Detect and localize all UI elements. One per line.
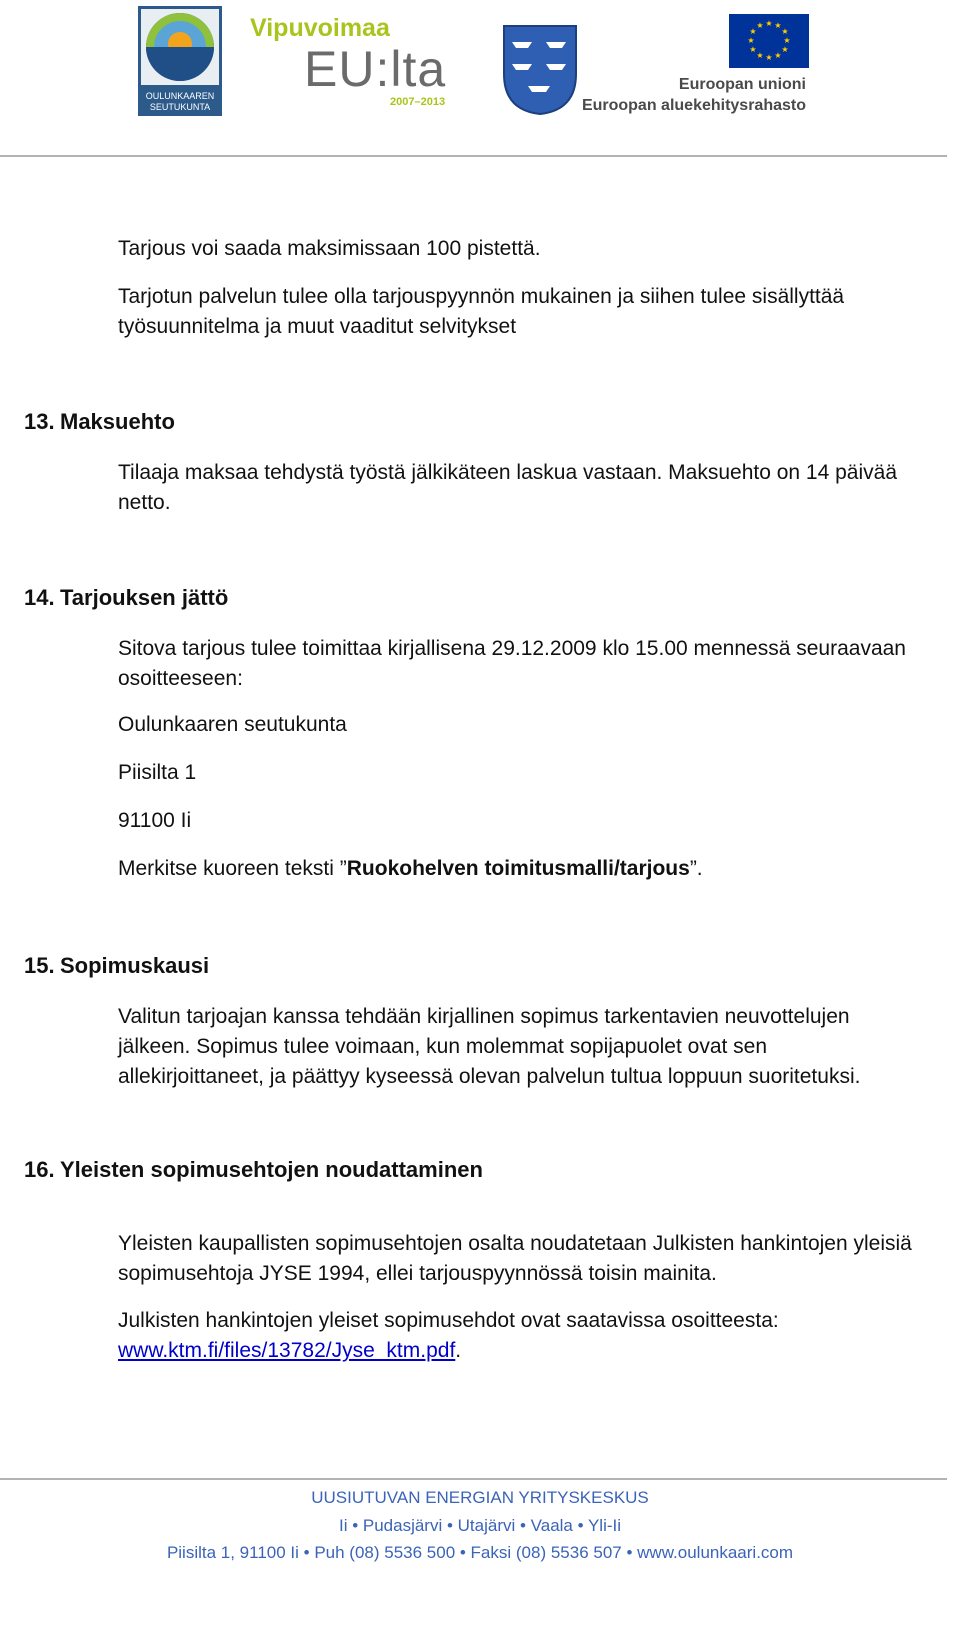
svg-text:★: ★ [749,27,757,36]
svg-text:★: ★ [749,45,757,54]
link-period: . [455,1339,462,1362]
section-15-heading [24,951,209,981]
coat-of-arms-icon [502,24,578,116]
svg-text:OULUNKAAREN: OULUNKAAREN [145,91,215,101]
footer-divider [0,1478,947,1480]
section-14-heading [24,583,228,613]
section-16-text [118,1229,958,1289]
footer-org: UUSIUTUVAN ENERGIAN YRITYSKESKUS [311,1488,649,1507]
eu-flag-icon [729,14,809,68]
svg-text:★: ★ [756,21,764,30]
vipu-title: Vipuvoimaa [250,14,390,42]
svg-text:★: ★ [774,51,782,60]
header-divider [0,155,947,157]
section-14-text [118,634,958,694]
section-13-heading [24,407,175,437]
vipu-eu: EU:lta [304,41,447,97]
intro-service-line2: työsuunnitelma ja muut vaaditut selvitykset [118,315,517,338]
section-13-title: Maksuehto [60,409,175,434]
svg-text:★: ★ [781,27,789,36]
address-line-1: Oulunkaaren seutukunta [118,713,347,736]
footer-municipalities: Ii • Pudasjärvi • Utajärvi • Vaala • Yli-Ii [338,1516,622,1535]
section-14-title: Tarjouksen jättö [60,585,229,610]
section-16-line3: Julkisten hankintojen yleiset sopimusehdot ovat saatavissa osoitteesta: [118,1309,779,1332]
svg-text:SEUTUKUNTA: SEUTUKUNTA [149,102,211,112]
section-13-text [118,458,958,518]
section-16-heading [24,1155,483,1185]
section-15-line3: allekirjoittaneet, ja päättyy kyseessä olevan palvelun tultua loppuun suoritetuksi. [118,1065,861,1088]
intro-points: Tarjous voi saada maksimissaan 100 pistettä. [118,237,541,260]
vipu-years: 2007–2013 [390,96,446,108]
section-14-line1: Sitova tarjous tulee toimittaa kirjallisena 29.12.2009 klo 15.00 mennessä seuraavaan [118,637,906,660]
section-16-link-para [118,1306,958,1366]
section-15-title: Sopimuskausi [60,953,210,978]
svg-text:★: ★ [747,36,755,45]
section-16-title: Yleisten sopimusehtojen noudattaminen [60,1157,483,1182]
vipuvoimaa-logo [250,14,460,114]
address-line-3: 91100 Ii [118,809,192,832]
section-13-line2: netto. [118,491,171,514]
svg-text:★: ★ [774,21,782,30]
section-15-line2: jälkeen. Sopimus tulee voimaan, kun molemmat sopijapuolet ovat sen [118,1035,768,1058]
envelope-marking-bold: Ruokohelven toimitusmalli/tarjous [346,857,690,880]
section-16-line2: sopimusehtoja JYSE 1994, ellei tarjouspyynnössä toisin mainita. [118,1262,717,1285]
section-14-line2: osoitteeseen: [118,667,243,690]
svg-text:★: ★ [781,45,789,54]
envelope-marking [118,854,958,884]
eu-logo [581,14,810,118]
svg-text:★: ★ [765,53,773,62]
svg-text:★: ★ [783,36,791,45]
intro-service-line1: Tarjotun palvelun tulee olla tarjouspyynnön mukainen ja siihen tulee sisällyttää [118,285,845,308]
envelope-marking-post: ”. [689,857,703,880]
section-16-number: 16. [24,1157,55,1182]
eu-union-label: Euroopan unioni [678,76,806,93]
section-13-line1: Tilaaja maksaa tehdystä työstä jälkikäteen laskua vastaan. Maksuehto on 14 päivää [118,461,898,484]
section-15-number: 15. [24,953,55,978]
section-15-text [118,1002,958,1092]
svg-text:★: ★ [765,19,773,28]
envelope-marking-pre: Merkitse kuoreen teksti ” [118,857,347,880]
eu-fund-label: Euroopan aluekehitysrahasto [581,97,806,114]
footer-contact: Piisilta 1, 91100 Ii • Puh (08) 5536 500 • Faksi (08) 5536 507 • www.oulunkaari.com [166,1543,794,1562]
section-13-number: 13. [24,409,55,434]
intro-service [118,282,958,342]
jyse-link[interactable]: www.ktm.fi/files/13782/Jyse_ktm.pdf [118,1339,456,1362]
page-header [0,0,960,160]
svg-text:★: ★ [756,51,764,60]
section-16-link-line [118,1336,958,1366]
section-14-number: 14. [24,585,55,610]
section-15-line1: Valitun tarjoajan kanssa tehdään kirjallinen sopimus tarkentavien neuvottelujen [118,1005,850,1028]
oulunkaari-logo [138,6,222,116]
section-16-line1: Yleisten kaupallisten sopimusehtojen osalta noudatetaan Julkisten hankintojen yleisiä [118,1232,912,1255]
address-line-2: Piisilta 1 [118,761,197,784]
